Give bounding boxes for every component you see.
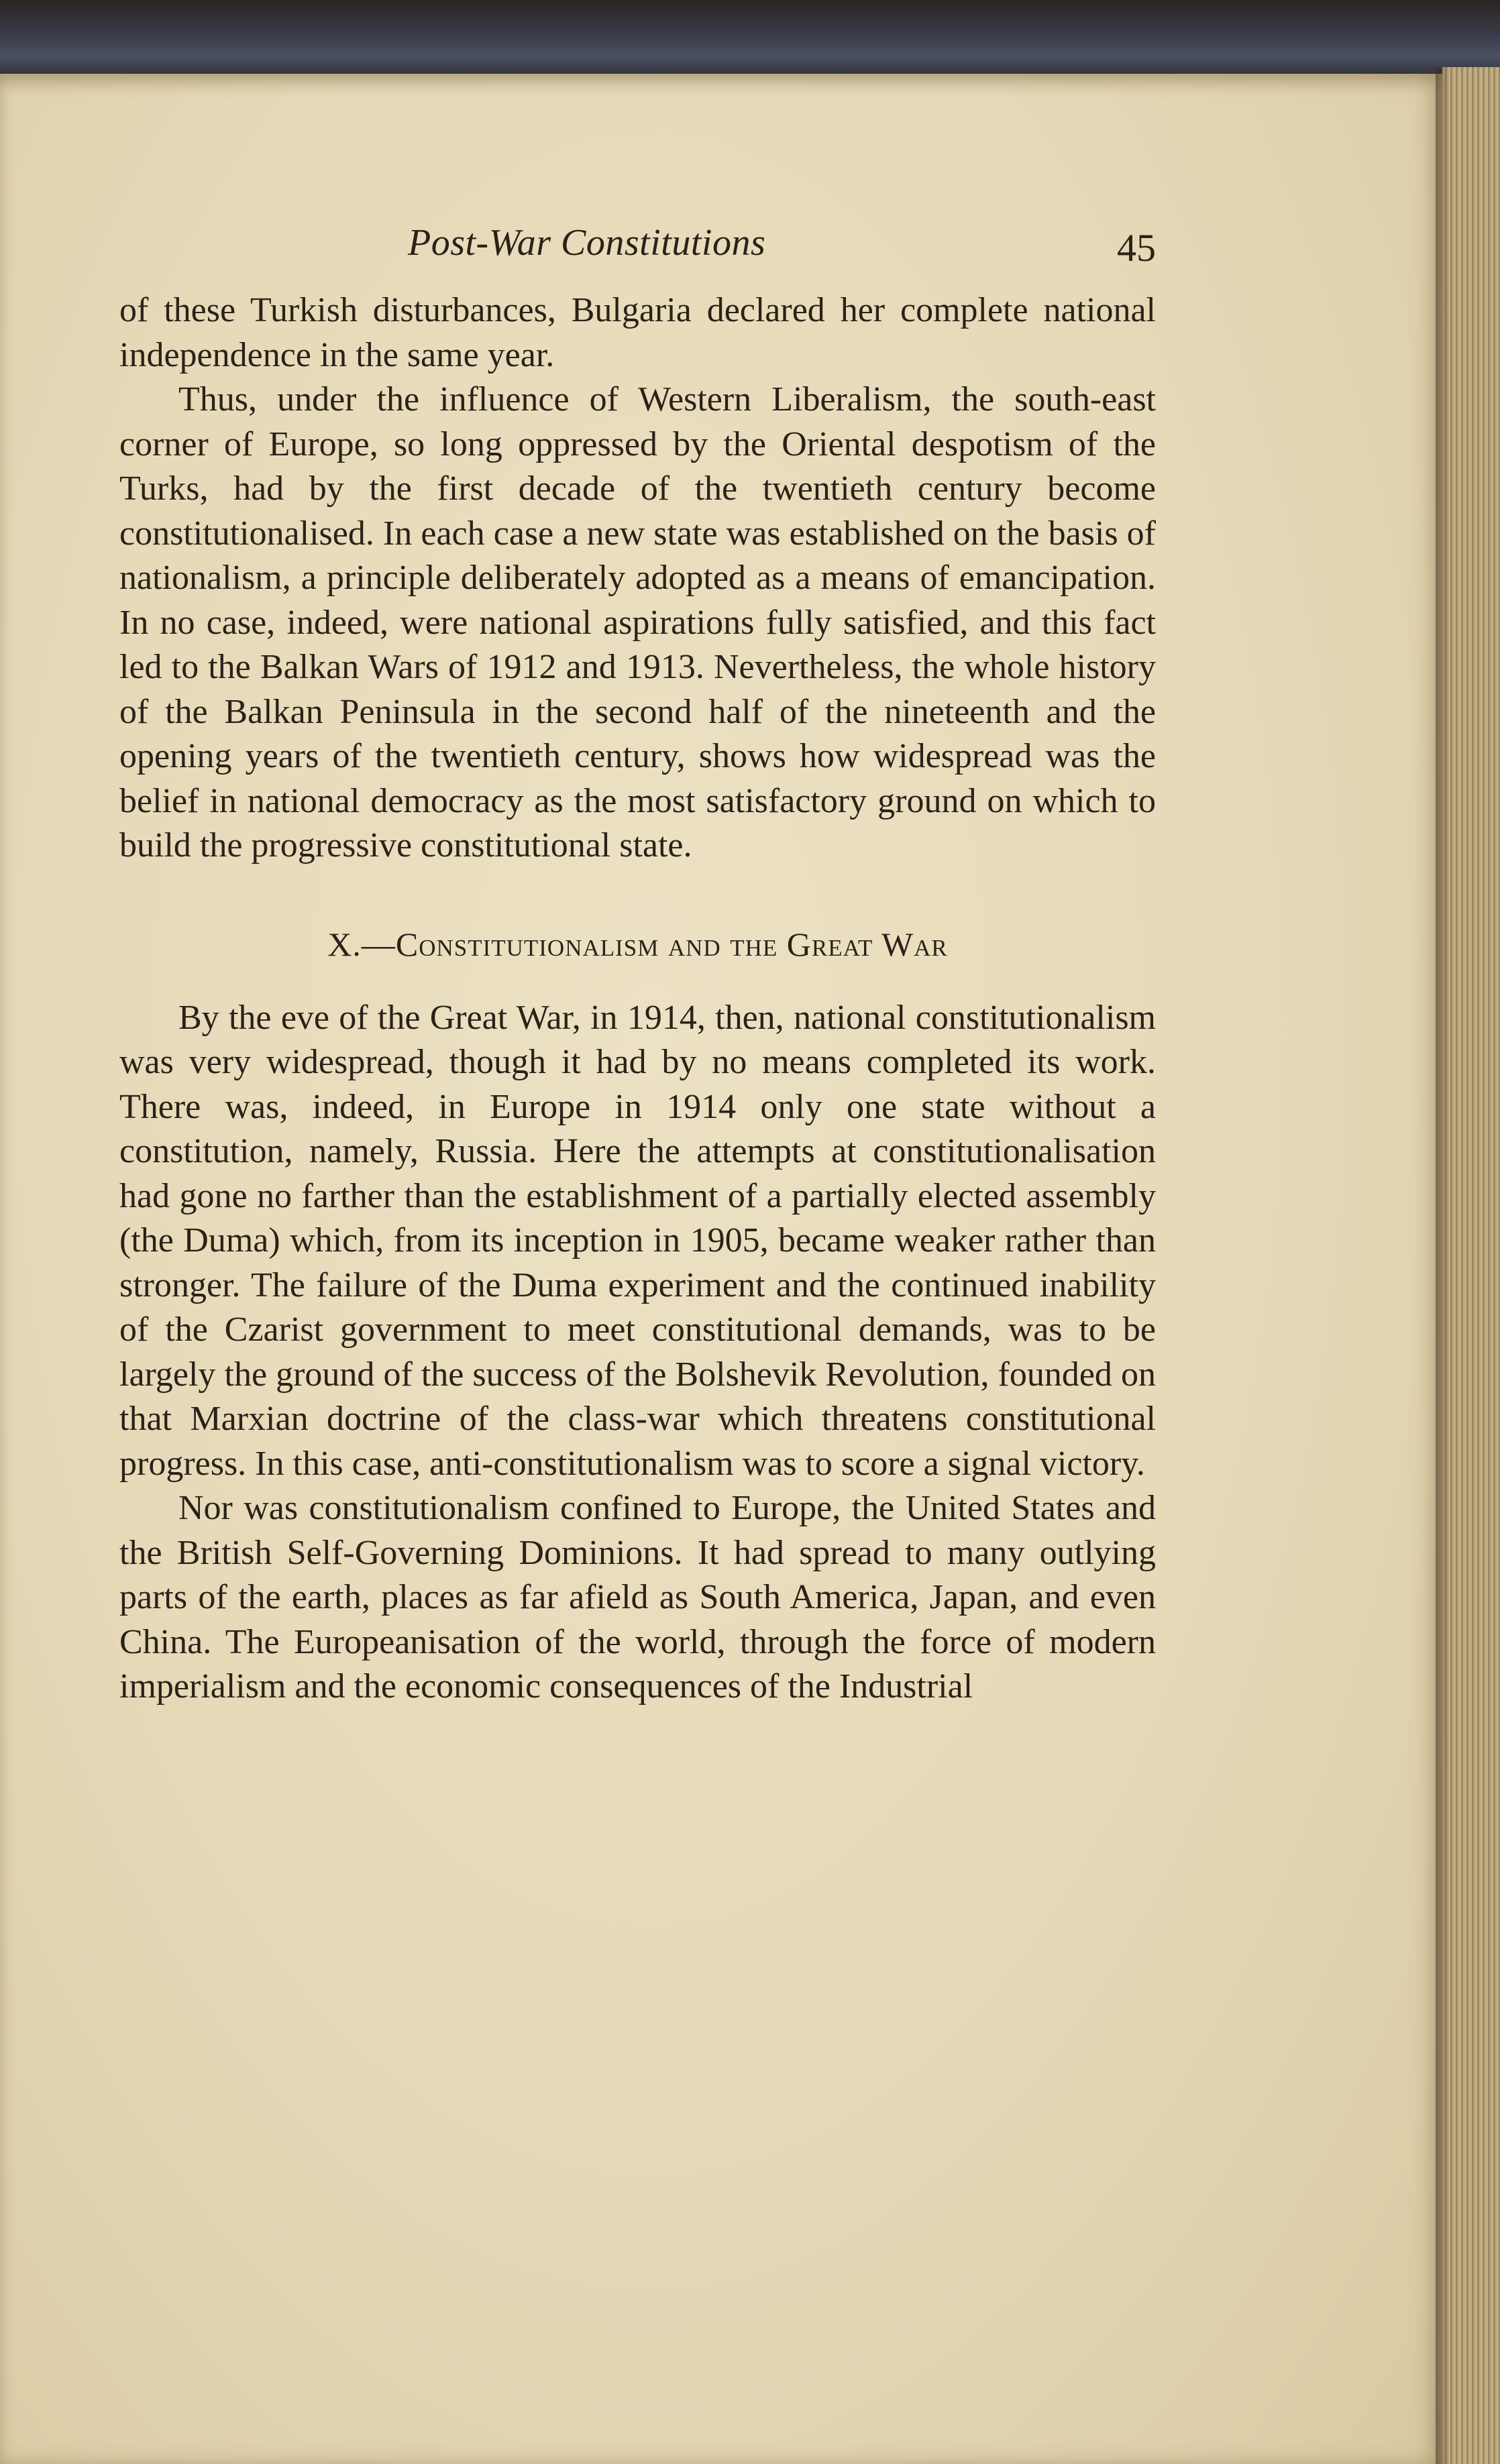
page-text	[119, 221, 1156, 1710]
paragraph: Thus, under the influence of Western Liberalism, the south-east corner of Europe, so long oppressed by the Oriental despotism of the Turks, had by the first decade of the twentieth century become constitutionalised. In each case a new state was established on the basis of nationalism, a principle deliberately adopted as a means of emancipation. In no case, indeed, were national aspirations fully satisfied, and this fact led to the Balkan Wars of 1912 and 1913. Nevertheless, the whole history of the Balkan Peninsula in the second half of the nineteenth and the opening years of the twentieth century, shows how widespread was the belief in national democracy as the most satisfactory ground on which to build the progressive constitutional state.	[119, 380, 1156, 864]
paragraph: Nor was constitutionalism confined to Europe, the United States and the British Self-Governing Dominions. It had spread to many outlying parts of the earth, places as far afield as South America, Japan, and even China. The Europeanisation of the world, through the force of modern imperialism and the economic consequences of the Industrial	[119, 1489, 1156, 1705]
paragraph: of these Turkish disturbances, Bulgaria declared her complete national independence in the same year.	[119, 291, 1156, 374]
running-title: Post-War Constitutions	[408, 222, 766, 264]
book-cover-edge	[0, 0, 1500, 80]
paragraph: By the eve of the Great War, in 1914, then, national constitutionalism was very widespread, though it had by no means completed its work. There was, indeed, in Europe in 1914 only one state without a constitution, namely, Russia. Here the attempts at constitutionalisation had gone no farther than the establishment of a partially elected assembly (the Duma) which, from its inception in 1905, became weaker rather than stronger. The failure of the Duma experiment and the continued inability of the Czarist government to meet constitutional demands, was to be largely the ground of the success of the Bolshevik Revolution, founded on that Marxian doctrine of the class-war which threatens constitutional progress. In this case, anti-constitutionalism was to score a signal victory.	[119, 998, 1156, 1483]
running-head	[119, 221, 1156, 288]
page-stack-edges	[1442, 67, 1500, 2464]
page-number: 45	[1117, 226, 1156, 270]
section-heading: X.—Constitutionalism and the Great War	[327, 925, 948, 963]
gutter-shadow	[1436, 67, 1450, 2464]
